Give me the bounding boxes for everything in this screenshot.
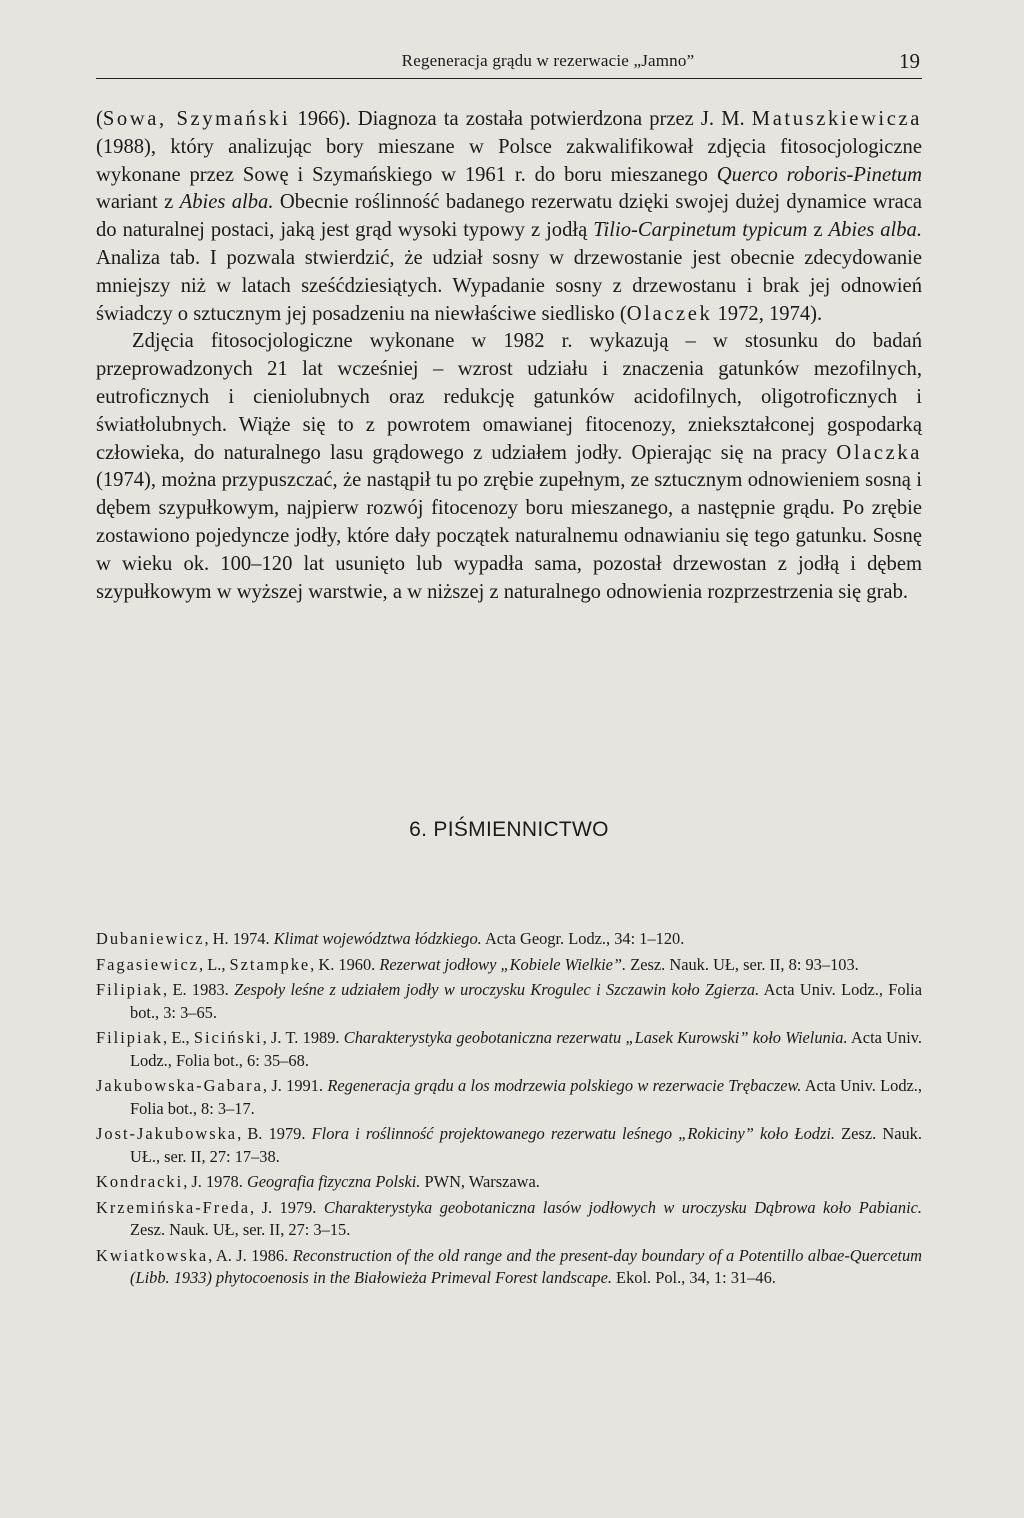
author-citation: Olaczek	[626, 302, 713, 325]
reference-item: Filipiak, E., Siciński, J. T. 1989. Charakterystyka geobotaniczna rezerwatu „Lasek Kurowski” koło Wielunia. Acta Univ. Lodz., Folia bot., 6: 35–68.	[96, 1028, 922, 1070]
reference-item: Dubaniewicz, H. 1974. Klimat województwa łódzkiego. Acta Geogr. Lodz., 34: 1–120.	[96, 929, 685, 948]
reference-item: Fagasiewicz, L., Sztampke, K. 1960. Rezerwat jodłowy „Kobiele Wielkie”. Zesz. Nauk. UŁ, ser. II, 8: 93–103.	[96, 954, 859, 974]
reference-item: Krzemińska-Freda, J. 1979. Charakterystyka geobotaniczna lasów jodłowych w uroczysku Dąbrowa koło Pabianic. Zesz. Nauk. UŁ, ser. II, 27: 3–15.	[96, 1197, 922, 1239]
page-header	[96, 48, 922, 79]
reference-item: Filipiak, E. 1983. Zespoły leśne z udziałem jodły w uroczysku Krogulec i Szczawin koło Zgierza. Acta Univ. Lodz., Folia bot., 3: 3–65.	[96, 980, 922, 1022]
taxon-name: Tilio-Carpinetum typicum	[593, 219, 808, 242]
reference-item: Kwiatkowska, A. J. 1986. Reconstruction of the old range and the present-day boundary of a Potentillo albae-Quercetum (Libb. 1933) phytocoenosis in the Białowieża Primeval Forest landscape. Ekol. Pol., 34, 1: 31–46.	[96, 1245, 922, 1287]
paragraph-1: (Sowa, Szymański 1966). Diagnoza ta została potwierdzona przez J. M. Matuszkiewicza (1988), który analizując bory mieszane w Polsce zakwalifikował zdjęcia fitosocjologiczne wykonane przez Sowę i Szymańskiego w 1961 r. do boru mieszanego Querco roboris-Pinetum wariant z Abies alba. Obecnie roślinność badanego rezerwatu dzięki swojej dużej dynamice wraca do naturalnej postaci, jaką jest grąd wysoki typowy z jodłą Tilio-Carpinetum typicum z Abies alba. Analiza tab. I pozwala stwierdzić, że udział sosny w drzewostanie jest obecnie zdecydowanie mniejszy niż w latach sześćdziesiątych. Wypadanie sosny z drzewostanu i brak jej odnowień świadczy o sztucznym jej posadzeniu na niewłaściwe siedlisko (Olaczek 1972, 1974).	[96, 108, 923, 325]
reference-list	[96, 928, 922, 1293]
taxon-name: Abies alba.	[828, 219, 923, 242]
author-citation: Matuszkiewicza	[751, 108, 922, 130]
body-text	[96, 106, 922, 606]
taxon-name: Abies alba.	[179, 191, 274, 214]
author-citation: Olaczka	[836, 441, 922, 464]
reference-item: Jakubowska-Gabara, J. 1991. Regeneracja grądu a los modrzewia polskiego w rezerwacie Trębaczew. Acta Univ. Lodz., Folia bot., 8: 3–17.	[96, 1076, 923, 1118]
paragraph-2: Zdjęcia fitosocjologiczne wykonane w 1982 r. wykazują – w stosunku do badań przeprowadzonych 21 lat wcześniej – wzrost udziału i znaczenia gatunków mezofilnych, eutroficznych i cieniolubnych oraz redukcję gatunków acidofilnych, oligotroficznych i światłolubnych. Wiąże się to z powrotem omawianej fitocenozy, zniekształconej gospodarką człowieka, do naturalnego lasu grądowego z udziałem jodły. Opierając się na pracy Olaczka (1974), można przypuszczać, że nastąpił tu po zrębie zupełnym, ze sztucznym odnowieniem sosną i dębem szypułkowym, najpierw rozwój fitocenozy boru mieszanego, a następnie grądu. Po zrębie zostawiono pojedyncze jodły, które dały początek naturalnemu odnawianiu się tego gatunku. Sosnę w wieku ok. 100–120 lat usunięto lub wypadła sama, pozostał drzewostan z jodłą i dębem szypułkowym w wyższej warstwie, a w niższej z naturalnego odnowienia rozprzestrzenia się grab.	[96, 330, 922, 603]
taxon-name: Querco roboris-Pinetum	[716, 163, 922, 186]
section-heading: 6. PIŚMIENNICTWO	[409, 818, 609, 841]
reference-item: Kondracki, J. 1978. Geografia fizyczna Polski. PWN, Warszawa.	[96, 1172, 540, 1191]
page-number: 19	[899, 49, 920, 73]
reference-item: Jost-Jakubowska, B. 1979. Flora i roślinność projektowanego rezerwatu leśnego „Rokiciny” koło Łodzi. Zesz. Nauk. UŁ., ser. II, 27: 17–38.	[96, 1124, 922, 1166]
author-citation: Sowa, Szymański	[102, 108, 291, 130]
running-head: Regeneracja grądu w rezerwacie „Jamno”	[401, 51, 695, 70]
